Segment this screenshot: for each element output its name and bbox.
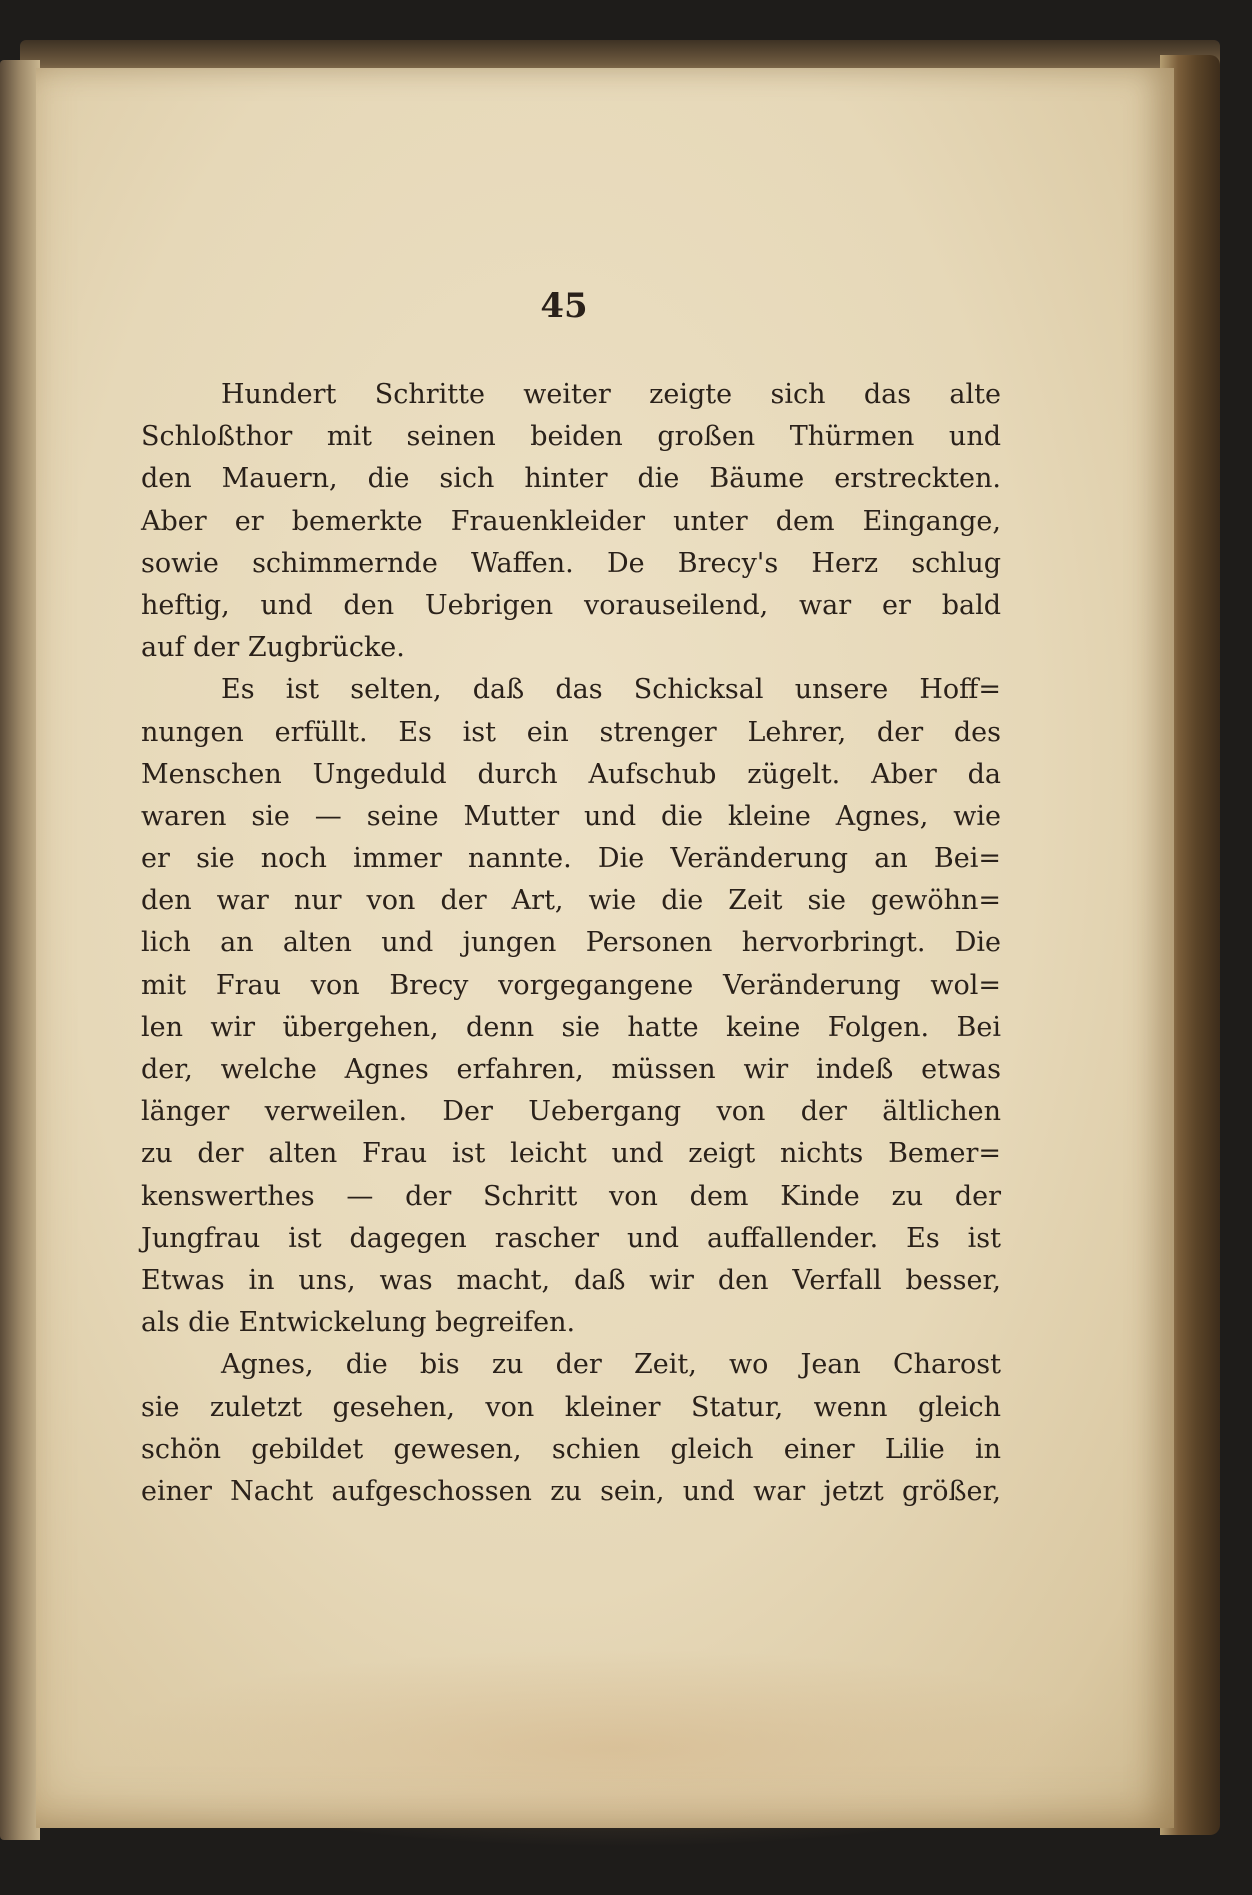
text-line: sie zuletzt gesehen, von kleiner Statur, wenn gleich	[141, 1391, 1001, 1423]
text-line: Schloßthor mit seinen beiden großen Thürmen und	[141, 421, 1001, 453]
text-line: zu der alten Frau ist leicht und zeigt nichts Bemer=	[141, 1138, 1001, 1170]
text-line: Menschen Ungeduld durch Aufschub zügelt. Aber da	[141, 758, 1001, 790]
text-line: länger verweilen. Der Uebergang von der ältlichen	[141, 1096, 1001, 1128]
text-line: Etwas in uns, was macht, daß wir den Verfall besser,	[141, 1264, 1001, 1296]
text-line: auf der Zugbrücke.	[141, 632, 405, 664]
text-line: nungen erfüllt. Es ist ein strenger Lehrer, der des	[141, 716, 1001, 748]
page-paper	[36, 68, 1174, 1828]
text-line: sowie schimmernde Waffen. De Brecy's Herz schlug	[141, 547, 1001, 579]
facing-page-edge	[0, 60, 40, 1840]
text-line: waren sie — seine Mutter und die kleine Agnes, wie	[141, 800, 1001, 832]
text-line: als die Entwickelung begreifen.	[141, 1307, 576, 1339]
text-line: den Mauern, die sich hinter die Bäume erstreckten.	[141, 463, 1001, 495]
text-line: den war nur von der Art, wie die Zeit sie gewöhn=	[141, 885, 1001, 917]
text-line: lich an alten und jungen Personen hervorbringt. Die	[141, 927, 1001, 959]
text-line: der, welche Agnes erfahren, müssen wir indeß etwas	[141, 1054, 1001, 1085]
text-line: Es ist selten, daß das Schicksal unsere Hoff=	[221, 674, 1001, 706]
page-number: 45	[540, 286, 588, 326]
paper-stain	[96, 1648, 1136, 1848]
body-text	[141, 374, 1001, 1513]
text-line: mit Frau von Brecy vorgegangene Veränderung wol=	[141, 969, 1001, 1001]
text-line: einer Nacht aufgeschossen zu sein, und war jetzt größer,	[141, 1475, 1001, 1507]
text-line: er sie noch immer nannte. Die Veränderung an Bei=	[141, 843, 1001, 875]
text-line: kenswerthes — der Schritt von dem Kinde zu der	[141, 1180, 1001, 1212]
text-line: Aber er bemerkte Frauenkleider unter dem Eingange,	[141, 505, 1001, 537]
text-line: schön gebildet gewesen, schien gleich einer Lilie in	[141, 1433, 1001, 1465]
text-line: Hundert Schritte weiter zeigte sich das alte	[221, 379, 1001, 410]
text-line: heftig, und den Uebrigen vorauseilend, war er bald	[141, 589, 1001, 621]
text-line: Jungfrau ist dagegen rascher und auffallender. Es ist	[141, 1222, 1001, 1254]
text-line: Agnes, die bis zu der Zeit, wo Jean Charost	[221, 1349, 1001, 1381]
text-line: len wir übergehen, denn sie hatte keine Folgen. Bei	[141, 1011, 1001, 1043]
